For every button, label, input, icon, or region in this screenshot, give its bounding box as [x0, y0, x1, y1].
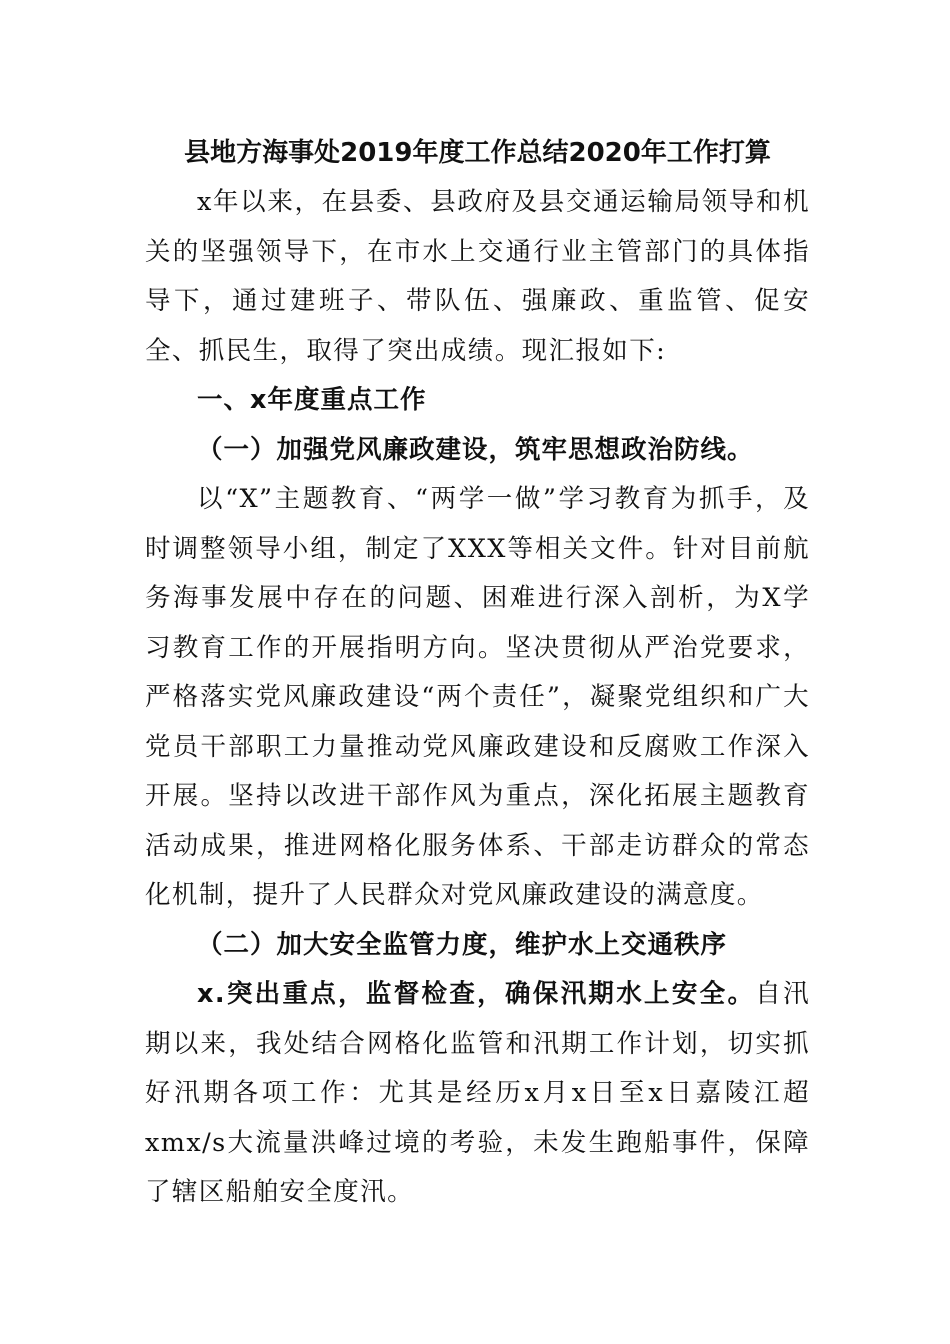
document-body: [145, 128, 810, 1218]
subsection-heading-2: （二）加大安全监管力度，维护水上交通秩序: [197, 929, 728, 960]
subsection-1-paragraph: 以“X”主题教育、“两学一做”学习教育为抓手，及时调整领导小组，制定了XXX等相关文件。针对目前航务海事发展中存在的问题、困难进行深入剖析，为X学习教育工作的开展指明方向。坚决贯彻从严治党要求，严格落实党风廉政建设“两个责任”，凝聚党组织和广大党员干部职工力量推动党风廉政建设和反腐败工作深入开展。坚持以改进干部作风为重点，深化拓展主题教育活动成果，推进网格化服务体系、干部走访群众的常态化机制，提升了人民群众对党风廉政建设的满意度。: [145, 484, 810, 910]
subsection-heading-1: （一）加强党风廉政建设，筑牢思想政治防线。: [197, 434, 754, 465]
item-1-paragraph: [145, 970, 810, 1218]
item-1-body: 自汛期以来，我处结合网格化监管和汛期工作计划，切实抓好汛期各项工作：尤其是经历x月x日至x日嘉陵江超xmx/s大流量洪峰过境的考验，未发生跑船事件，保障了辖区船舶安全度汛。: [145, 979, 810, 1207]
document-title: 县地方海事处2019年度工作总结2020年工作打算: [184, 138, 771, 168]
item-1-lead: x.突出重点，监督检查，确保汛期水上安全。: [197, 979, 756, 1009]
section-heading-1: 一、x年度重点工作: [197, 385, 427, 415]
intro-paragraph: x年以来，在县委、县政府及县交通运输局领导和机关的坚强领导下，在市水上交通行业主管部门的具体指导下，通过建班子、带队伍、强廉政、重监管、促安全、抓民生，取得了突出成绩。现汇报如下:: [145, 187, 810, 366]
